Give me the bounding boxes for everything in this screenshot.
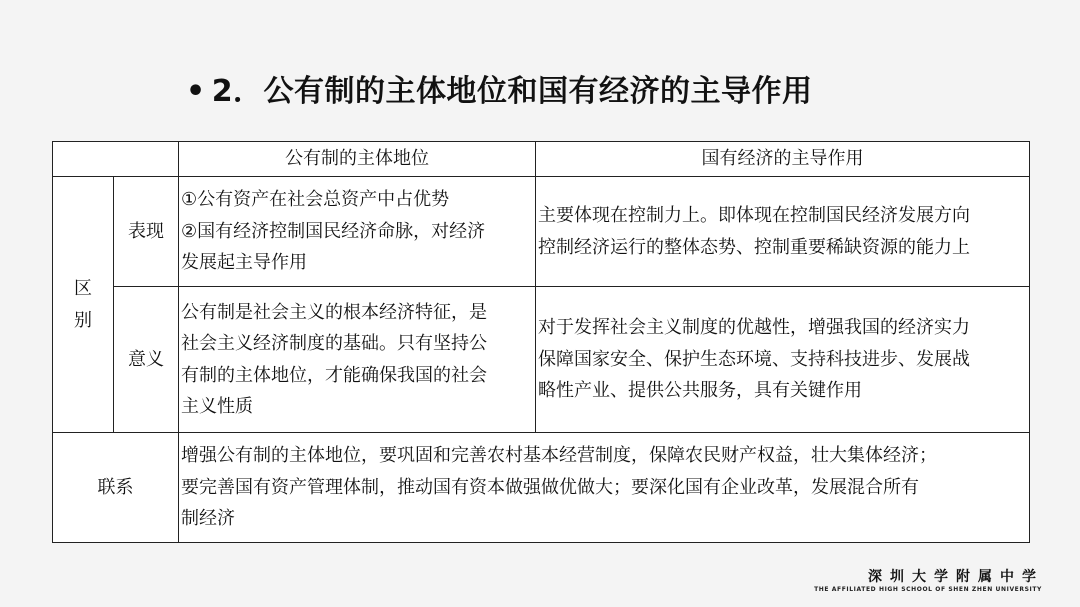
text-line: 制经济 — [181, 508, 235, 530]
cell-connection — [179, 433, 1030, 543]
header-empty-cell — [53, 142, 179, 177]
cell-significance-public — [179, 287, 536, 433]
cell-significance-state — [536, 287, 1030, 433]
header-row — [53, 142, 1030, 177]
text-line: 保障国家安全、保护生态环境、支持科技进步、发展战 — [538, 348, 970, 370]
row-performance — [53, 177, 1030, 287]
category-difference — [53, 177, 114, 433]
header-public-ownership: 公有制的主体地位 — [179, 142, 536, 177]
slide-title — [186, 66, 813, 110]
bullet: • — [186, 74, 206, 109]
comparison-table — [52, 141, 1030, 543]
text-line: ①公有资产在社会总资产中占优势 — [181, 189, 450, 211]
header-state-economy: 国有经济的主导作用 — [536, 142, 1030, 177]
text-line: 要完善国有资产管理体制，推动国有资本做强做优做大；要深化国有企业改革，发展混合所有 — [181, 476, 919, 498]
text-line: 公有制是社会主义的根本经济特征，是 — [181, 301, 487, 323]
row-label-significance: 意义 — [114, 287, 179, 433]
school-english-name: THE AFFILIATED HIGH SCHOOL OF SHEN ZHEN UNIVERSITY — [814, 586, 1042, 593]
text-line: 发展起主导作用 — [181, 252, 307, 274]
text-line: 控制经济运行的整体态势、控制重要稀缺资源的能力上 — [538, 236, 970, 258]
cell-performance-state — [536, 177, 1030, 287]
text-line: 社会主义经济制度的基础。只有坚持公 — [181, 333, 487, 354]
row-label-connection: 联系 — [53, 433, 179, 543]
text-line: 略性产业、提供公共服务，具有关键作用 — [538, 380, 862, 402]
text-line: 主义性质 — [181, 396, 253, 417]
title-text: 2．公有制的主体地位和国有经济的主导作用 — [211, 74, 813, 109]
row-significance — [53, 287, 1030, 433]
text-line: 增强公有制的主体地位，要巩固和完善农村基本经营制度，保障农民财产权益，壮大集体经济； — [181, 445, 937, 467]
text-line: 有制的主体地位，才能确保我国的社会 — [181, 364, 487, 386]
school-logo-text: 深圳大学附属中学 — [868, 569, 1044, 585]
text-line: 对于发挥社会主义制度的优越性，增强我国的经济实力 — [538, 317, 970, 339]
cell-performance-public — [179, 177, 536, 287]
text-line: ②国有经济控制国民经济命脉，对经济 — [181, 220, 486, 242]
row-label-performance: 表现 — [114, 177, 179, 287]
row-connection — [53, 433, 1030, 543]
text-line: 主要体现在控制力上。即体现在控制国民经济发展方向 — [538, 205, 970, 226]
category-difference-text: 区别 — [74, 278, 92, 331]
